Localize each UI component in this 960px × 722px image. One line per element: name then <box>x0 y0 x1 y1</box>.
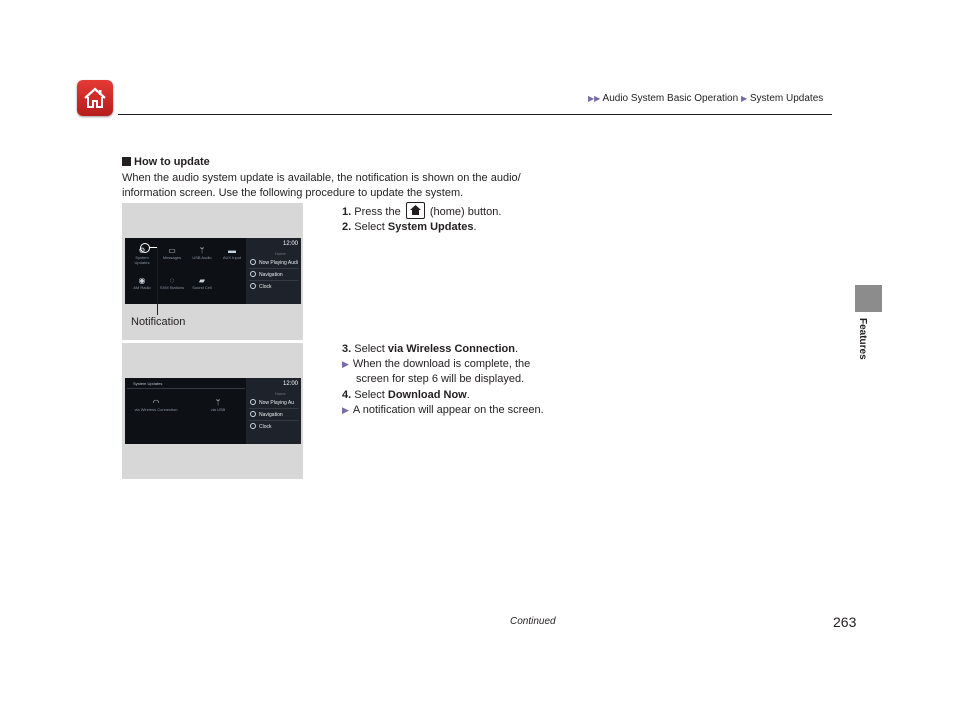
home-button-icon <box>406 202 425 219</box>
breadcrumb-item[interactable]: System Updates <box>749 93 824 104</box>
notification-callout: Notification <box>131 316 186 328</box>
screen-tile: ▭ Messages <box>159 246 185 260</box>
screen-tile: ▰ Sound Cell <box>189 276 215 290</box>
system-updates-screen-image <box>125 378 301 444</box>
square-bullet-icon <box>122 157 131 166</box>
screen-option: ᛘ via USB <box>193 398 243 412</box>
screen-tile: ▬ AUX Input <box>219 246 245 260</box>
notification-marker <box>140 243 150 253</box>
screen-row: Clock <box>250 283 272 290</box>
intro-paragraph: When the audio system update is available, the notification is shown on the audio/ information screen. Use the following procedure to update the system. <box>122 172 521 199</box>
home-logo <box>77 80 113 116</box>
screen-title: System Updates <box>133 381 163 386</box>
screen-clock: 12:00 <box>283 381 299 387</box>
screen-row: Now Playing Au <box>250 399 294 406</box>
screenshot-panel-2 <box>122 343 303 479</box>
screen-tile: ᛘ USB Audio <box>189 246 215 260</box>
aux-icon: ▬ <box>228 246 236 255</box>
usb-icon: ᛘ <box>199 246 205 255</box>
step-2: 2. Select System Updates. <box>342 221 477 233</box>
continued-label: Continued <box>510 616 556 627</box>
breadcrumb-item[interactable]: Audio System Basic Operation <box>602 93 739 104</box>
car-icon: ▰ <box>198 276 206 285</box>
section-heading-text: How to update <box>134 156 210 168</box>
screen-clock: 12:00 <box>283 241 299 247</box>
header-rule <box>118 114 832 115</box>
wifi-icon: ◠ <box>152 398 160 407</box>
step-4: 4. Select Download Now. <box>342 389 470 401</box>
callout-leader <box>149 247 157 248</box>
message-icon: ▭ <box>168 246 176 255</box>
radio-icon: ◉ <box>138 276 146 285</box>
screen-home-label: Home <box>275 391 286 396</box>
section-heading <box>122 156 210 168</box>
screen-home-label: Home <box>275 251 286 256</box>
breadcrumb-arrow-icon: ▶▶ <box>588 94 601 103</box>
home-icon <box>82 85 108 111</box>
breadcrumb <box>588 93 823 104</box>
section-tab-marker[interactable] <box>855 285 882 312</box>
screen-tile: ◉ AM Radio <box>129 276 155 290</box>
usb-icon: ᛘ <box>215 398 221 407</box>
step-3: 3. Select via Wireless Connection. <box>342 343 519 355</box>
step-1: 1. Press the (home) button. <box>342 202 501 220</box>
screen-option: ◠ via Wireless Connection <box>131 398 181 412</box>
step-4-note: ▶ A notification will appear on the screen. <box>342 404 544 416</box>
page-number: 263 <box>833 614 857 630</box>
satellite-icon: ◌ <box>169 276 175 285</box>
screen-row: Navigation <box>250 411 283 418</box>
breadcrumb-arrow-icon: ▶ <box>740 94 748 103</box>
step-3-note: ▶ When the download is complete, the screen for step 6 will be displayed. <box>342 358 531 385</box>
gear-icon: ⚙ <box>138 246 146 255</box>
screen-tile: ◌ SXM Stations <box>159 276 185 290</box>
screen-tile: ⚙ System Updates <box>129 246 155 265</box>
screen-row: Now Playing Audi <box>250 259 298 266</box>
result-arrow-icon: ▶ <box>342 405 349 415</box>
screen-row: Clock <box>250 423 272 430</box>
screen-row: Navigation <box>250 271 283 278</box>
result-arrow-icon: ▶ <box>342 359 349 369</box>
callout-line <box>157 247 158 315</box>
section-tab-label: Features <box>857 318 868 360</box>
